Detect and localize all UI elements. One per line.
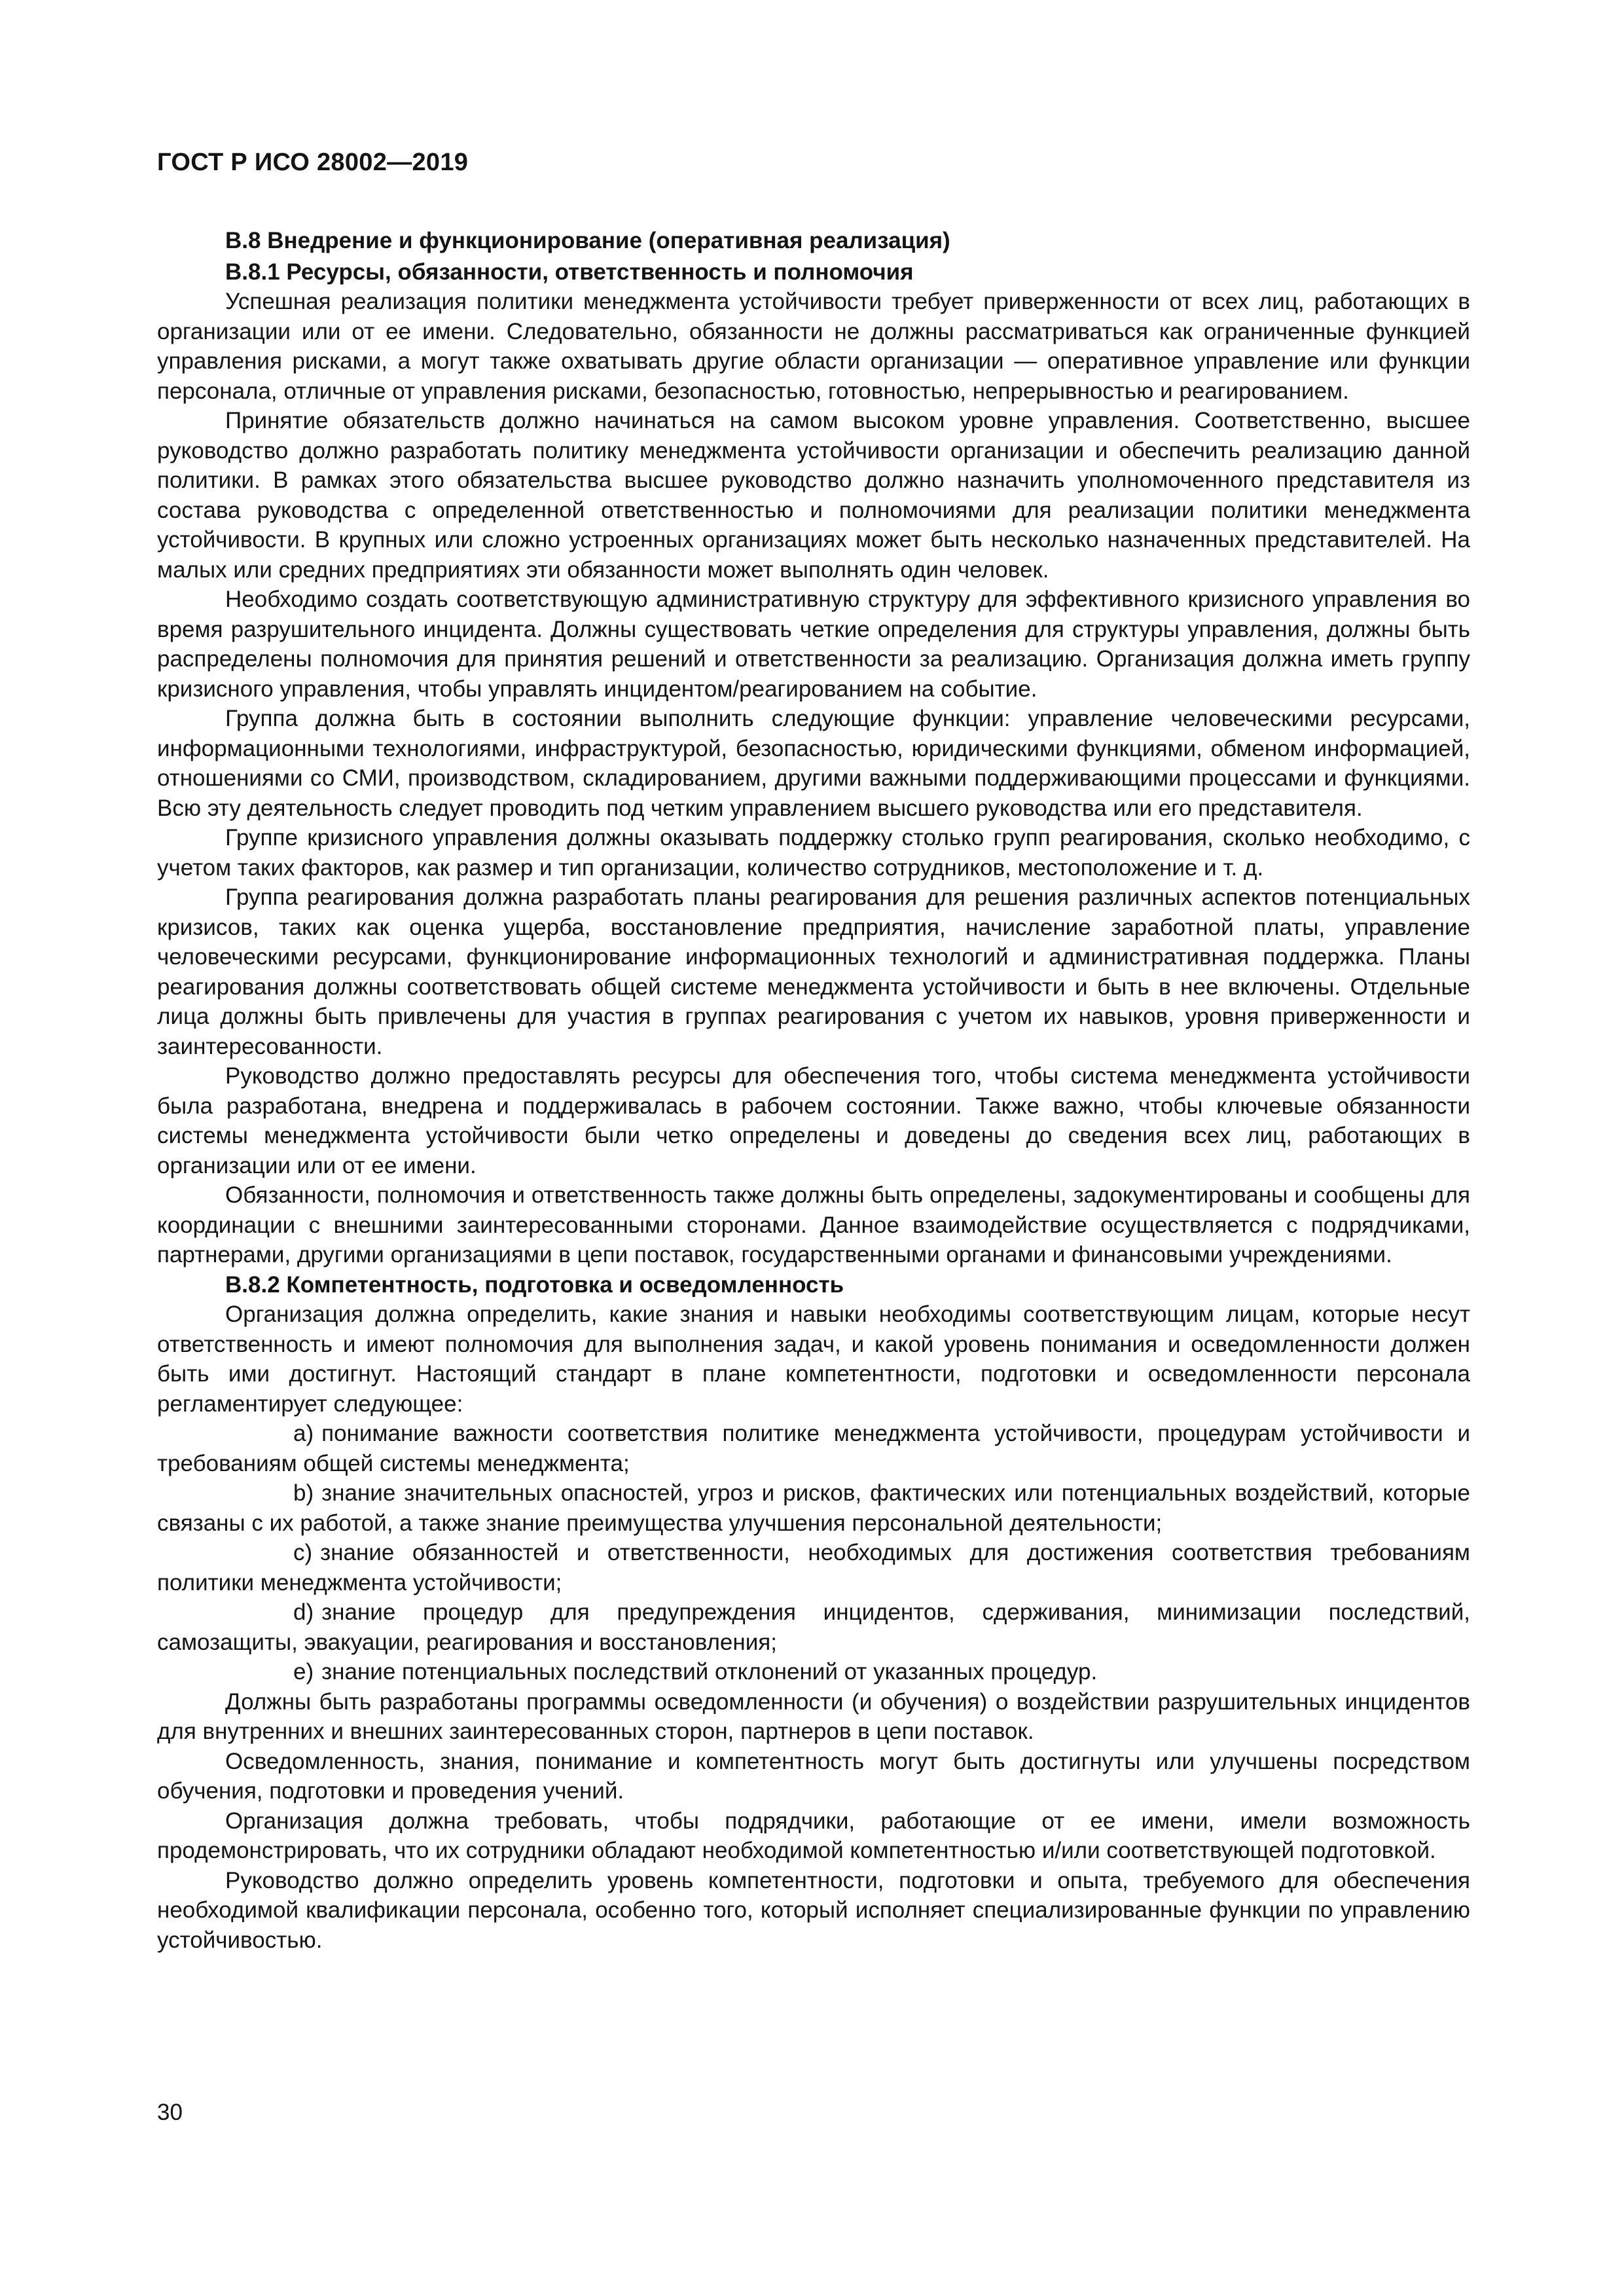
- paragraph: Необходимо создать соответствующую административную структуру для эффективного кризисного управления во время разрушительного инцидента. Должны существовать четкие определения для структуры управления, должны быть распределены полномочия для принятия решений и ответственности за реализацию. Организация должна иметь группу кризисного управления, чтобы управлять инцидентом/реагированием на событие.: [157, 587, 1470, 702]
- list-marker: b): [293, 1480, 314, 1506]
- paragraph: Руководство должно предоставлять ресурсы для обеспечения того, чтобы система менеджмента устойчивости была разработана, внедрена и поддерживалась в рабочем состоянии. Также важно, чтобы ключевые обязанности системы менеджмента устойчивости были четко определены и доведены до сведения всех лиц, работающих в организации или от ее имени.: [157, 1063, 1470, 1178]
- list-marker: е): [293, 1659, 314, 1685]
- paragraph: Группа должна быть в состоянии выполнить следующие функции: управление человеческими ресурсами, информационными технологиями, инфраструктурой, безопасностью, юридическими функциями, обменом информацией, отношениями со СМИ, производством, складированием, другими важными поддерживающими процессами и функциями. Всю эту деятельность следует проводить под четким управлением высшего руководства или его представителя.: [157, 706, 1470, 821]
- list-marker: а): [293, 1421, 314, 1446]
- paragraph: Руководство должно определить уровень компетентности, подготовки и опыта, требуемого для обеспечения необходимой квалификации персонала, особенно того, который исполняет специализированные функции по управлению устойчивостью.: [157, 1867, 1470, 1953]
- list-item: [157, 1478, 1470, 1538]
- section-b82-heading: B.8.2 Компетентность, подготовка и осведомленность: [225, 1271, 844, 1298]
- paragraph: Принятие обязательств должно начинаться на самом высоком уровне управления. Соответственно, высшее руководство должно разработать политику менеджмента устойчивости организации и обеспечить реализацию данной политики. В рамках этого обязательства высшее руководство должно назначить уполномоченного представителя из состава руководства с определенной ответственностью и полномочиями для реализации политики менеджмента устойчивости. В крупных или сложно устроенных организациях может быть несколько назначенных представителей. На малых или средних предприятиях эти обязанности может выполнять один человек.: [157, 408, 1470, 583]
- page-content: [157, 226, 1470, 1955]
- paragraph: Успешная реализация политики менеджмента устойчивости требует приверженности от всех лиц, работающих в организации или от ее имени. Следовательно, обязанности не должны рассматриваться как ограниченные функцией управления рисками, а могут также охватывать другие области организации — оперативное управление или функции персонала, отличные от управления рисками, безопасностью, готовностью, непрерывностью и реагированием.: [157, 289, 1470, 404]
- list-item-text: знание обязанностей и ответственности, необходимых для достижения соответствия требованиям политики менеджмента устойчивости;: [157, 1540, 1470, 1595]
- list-item-text: понимание важности соответствия политике менеджмента устойчивости, процедурам устойчивости и требованиям общей системы менеджмента;: [157, 1421, 1470, 1476]
- paragraph: Осведомленность, знания, понимание и компетентность могут быть достигнуты или улучшены посредством обучения, подготовки и проведения учений.: [157, 1748, 1470, 1804]
- paragraph: Группе кризисного управления должны оказывать поддержку столько групп реагирования, сколько необходимо, с учетом таких факторов, как размер и тип организации, количество сотрудников, местоположение и т. д.: [157, 825, 1470, 881]
- paragraph: Организация должна определить, какие знания и навыки необходимы соответствующим лицам, которые несут ответственность и имеют полномочия для выполнения задач, и какой уровень понимания и осведомленности должен быть ими достигнут. Настоящий стандарт в плане компетентности, подготовки и осведомленности персонала регламентирует следующее:: [157, 1302, 1470, 1417]
- paragraph: Группа реагирования должна разработать планы реагирования для решения различных аспектов потенциальных кризисов, таких как оценка ущерба, восстановление предприятия, начисление заработной платы, управление человеческими ресурсами, функционирование информационных технологий и административная поддержка. Планы реагирования должны соответствовать общей системе менеджмента устойчивости и быть в нее включены. Отдельные лица должны быть привлечены для участия в группах реагирования с учетом их навыков, уровня приверженности и заинтересованности.: [157, 884, 1470, 1059]
- list-item: [157, 1657, 1470, 1687]
- list-item-text: знание значительных опасностей, угроз и рисков, фактических или потенциальных воздействий, которые связаны с их работой, а также знание преимущества улучшения персональной деятельности;: [157, 1480, 1470, 1536]
- section-b8-heading: B.8 Внедрение и функционирование (оперативная реализация): [225, 228, 950, 253]
- section-b81-heading: B.8.1 Ресурсы, обязанности, ответственность и полномочия: [225, 259, 914, 285]
- list-item: [157, 1538, 1470, 1597]
- list-marker: d): [293, 1599, 314, 1625]
- paragraph: Обязанности, полномочия и ответственность также должны быть определены, задокументированы и сообщены для координации с внешними заинтересованными сторонами. Данное взаимодействие осуществляется с подрядчиками, партнерами, другими организациями в цепи поставок, государственными органами и финансовыми учреждениями.: [157, 1182, 1470, 1267]
- list-item: [157, 1597, 1470, 1657]
- paragraph: Должны быть разработаны программы осведомленности (и обучения) о воздействии разрушительных инцидентов для внутренних и внешних заинтересованных сторон, партнеров в цепи поставок.: [157, 1688, 1470, 1744]
- paragraph: Организация должна требовать, чтобы подрядчики, работающие от ее имени, имели возможность продемонстрировать, что их сотрудники обладают необходимой компетентностью и/или соответствующей подготовкой.: [157, 1808, 1470, 1863]
- list-item-text: знание процедур для предупреждения инцидентов, сдерживания, минимизации последствий, самозащиты, эвакуации, реагирования и восстановления;: [157, 1599, 1470, 1655]
- list-item-text: знание потенциальных последствий отклонений от указанных процедур.: [321, 1659, 1098, 1685]
- list-marker: с): [293, 1540, 313, 1565]
- page-number: 30: [157, 2100, 183, 2125]
- document-header: ГОСТ Р ИСО 28002—2019: [157, 149, 469, 176]
- list-item: [157, 1419, 1470, 1478]
